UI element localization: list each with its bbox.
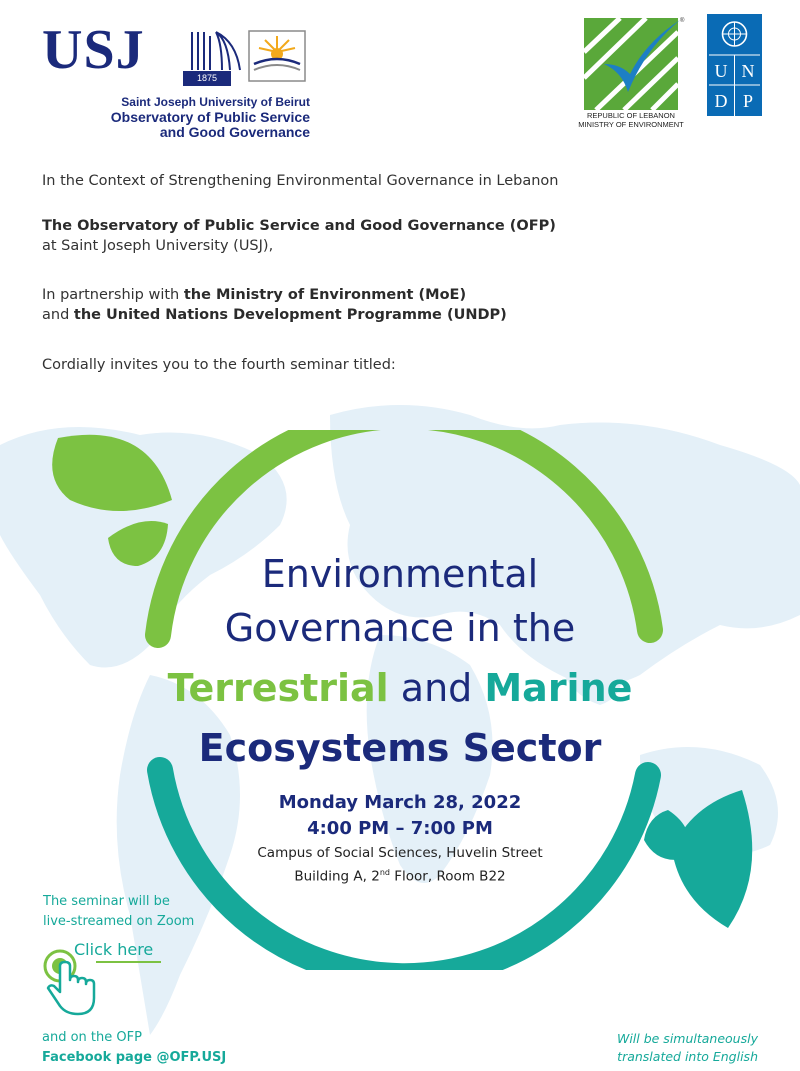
room-suffix: Floor, Room B22 [389, 868, 506, 885]
usj-sun-emblem-icon [248, 30, 306, 82]
organizer-block [42, 216, 556, 256]
click-underline [96, 961, 161, 963]
translation-line1: Will be simultaneously [616, 1031, 758, 1046]
context-line: In the Context of Strengthening Environmental Governance in Lebanon [42, 173, 559, 189]
undp-logo-icon [707, 14, 762, 116]
title-line-4: Ecosystems Sector [198, 726, 602, 770]
usj-logo-text: USJ [42, 19, 145, 81]
observatory-name-line1: Observatory of Public Service [110, 109, 310, 125]
green-arc [158, 430, 650, 635]
stream-line2: live-streamed on Zoom [43, 914, 195, 929]
moe-caption-line1: REPUBLIC OF LEBANON [587, 111, 675, 120]
ofp-facebook-page[interactable]: Facebook page @OFP.USJ [42, 1050, 227, 1065]
invitation-line: Cordially invites you to the fourth seminar titled: [42, 357, 396, 373]
event-campus: Campus of Social Sciences, Huvelin Street [257, 845, 543, 861]
ministry-of-environment-logo-icon [576, 12, 686, 110]
usj-year-badge: 1875 [183, 71, 231, 86]
room-prefix: Building A, 2 [294, 868, 380, 885]
ofp-line1: and on the OFP [42, 1030, 142, 1045]
undp-letter-n: N [741, 61, 755, 81]
undp-letter-d: D [714, 91, 728, 111]
translation-note [560, 1030, 758, 1066]
title-line-3 [0, 666, 800, 710]
translation-line2: translated into English [617, 1049, 758, 1064]
moe-caption-line2: MINISTRY OF ENVIRONMENT [578, 120, 684, 129]
pointing-hand-click-icon[interactable] [40, 948, 102, 1018]
title-terrestrial: Terrestrial [167, 666, 389, 710]
undp-letter-u: U [714, 61, 728, 81]
title-marine: Marine [484, 666, 633, 710]
usj-subtitle [40, 95, 310, 140]
title-line-2: Governance in the [224, 606, 576, 650]
organizer-affiliation: at Saint Joseph University (USJ), [42, 238, 274, 254]
partner-moe: the Ministry of Environment (MoE) [183, 287, 467, 303]
zoom-click-here-link[interactable]: Click here [74, 940, 154, 959]
event-date: Monday March 28, 2022 [278, 792, 522, 813]
partner-undp: the United Nations Development Programme (UNDP) [73, 307, 507, 323]
undp-letter-p: P [742, 91, 754, 111]
partner-and: and [42, 307, 74, 323]
moe-caption [566, 111, 696, 129]
title-line-1: Environmental [261, 552, 539, 596]
organizer-name: The Observatory of Public Service and Good Governance (OFP) [42, 218, 556, 234]
room-ordinal: nd [379, 868, 390, 877]
stream-note [43, 892, 194, 932]
event-time: 4:00 PM – 7:00 PM [307, 818, 493, 839]
observatory-name-line2: and Good Governance [159, 124, 310, 140]
partnership-block [42, 285, 507, 325]
svg-text:®: ® [680, 18, 685, 24]
usj-university-name: Saint Joseph University of Beirut [121, 95, 310, 109]
stream-line1: The seminar will be [43, 894, 170, 909]
partnership-prefix: In partnership with [42, 287, 184, 303]
event-room [0, 863, 800, 887]
leaf-large-left [52, 435, 172, 511]
ofp-facebook-note [42, 1028, 226, 1068]
title-and: and [388, 666, 485, 710]
